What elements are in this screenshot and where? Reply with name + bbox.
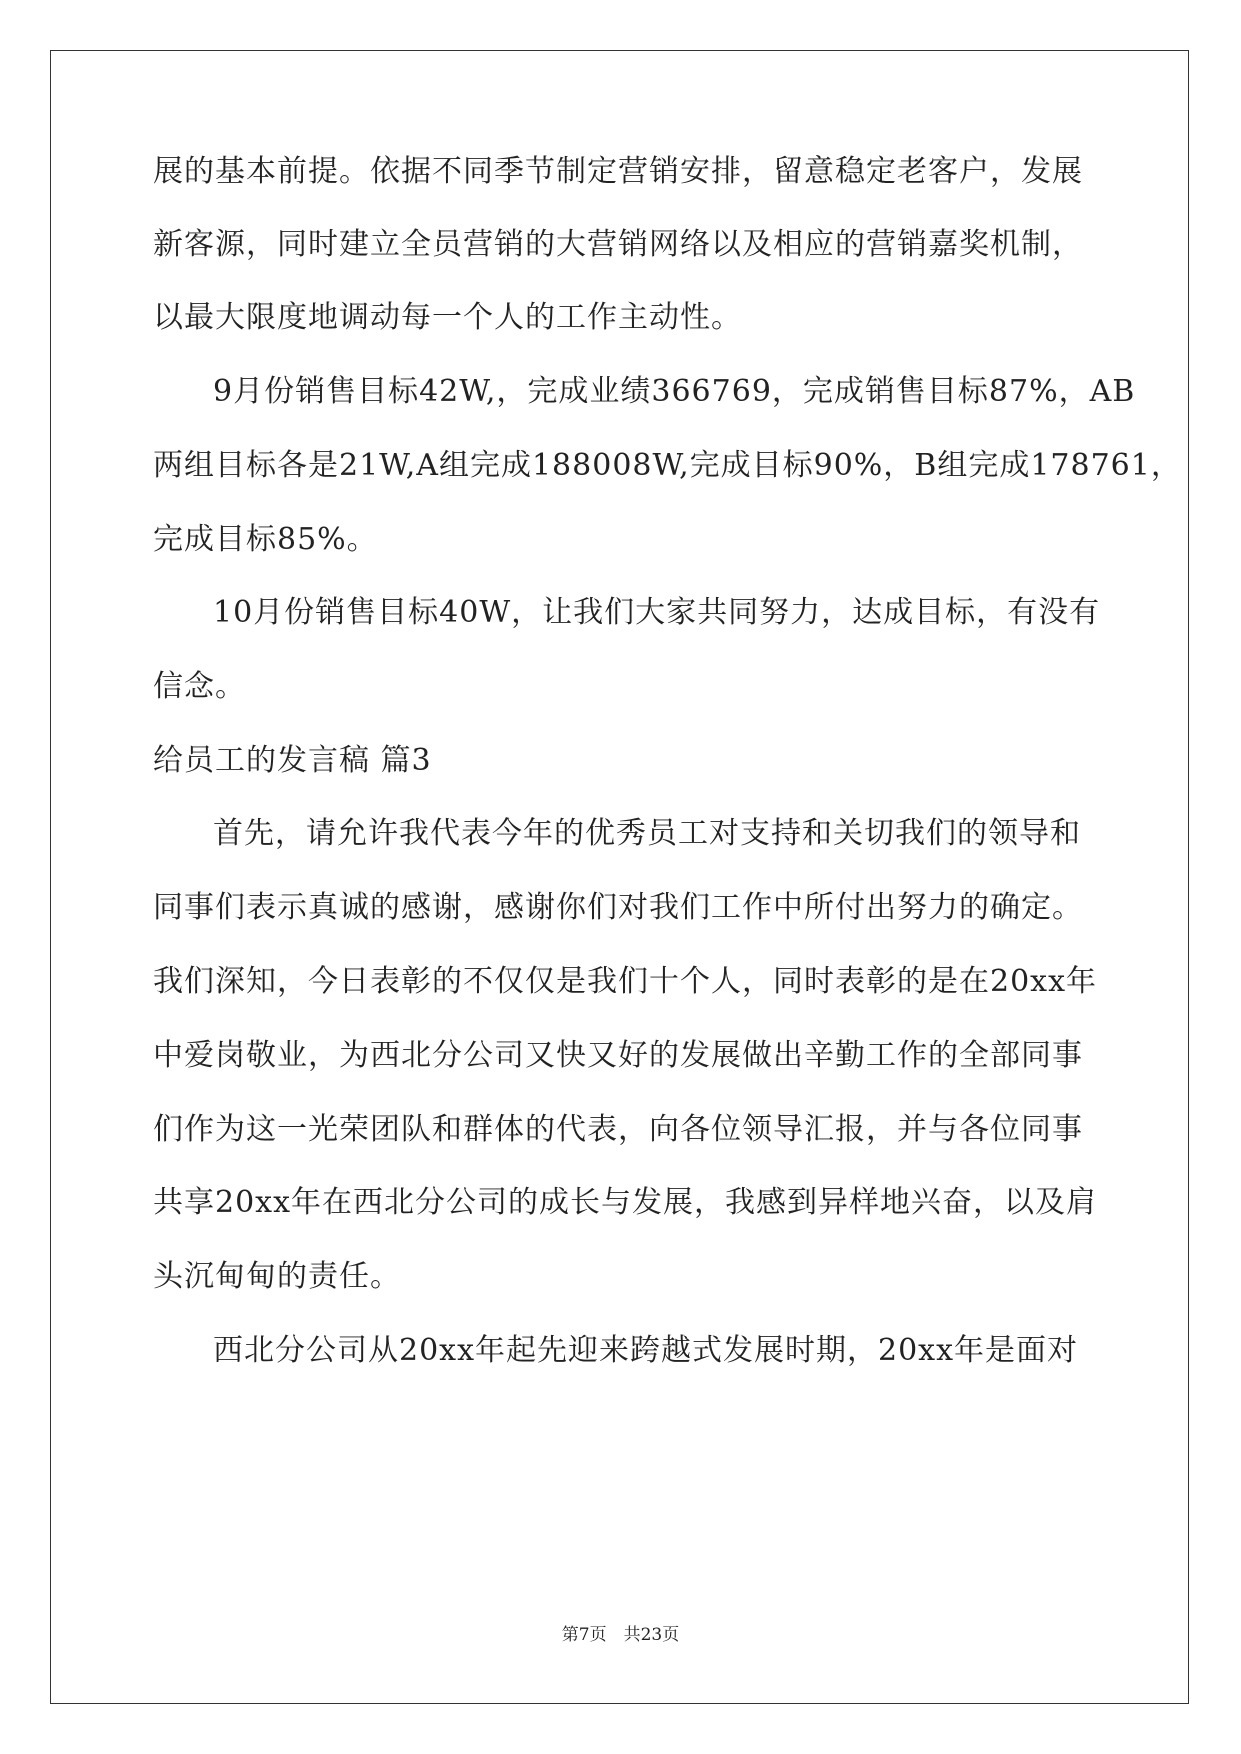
body-text-line: 9月份销售目标42W,，完成业绩366769，完成销售目标87%，AB	[213, 374, 1136, 409]
body-text-line: 同事们表示真诚的感谢，感谢你们对我们工作中所付出努力的确定。	[153, 890, 1083, 925]
body-text-line: 完成目标85%。	[153, 522, 378, 557]
body-text-line: 新客源，同时建立全员营销的大营销网络以及相应的营销嘉奖机制，	[153, 227, 1083, 262]
body-text-line: 们作为这一光荣团队和群体的代表，向各位领导汇报，并与各位同事	[153, 1112, 1083, 1147]
body-text-line: 我们深知，今日表彰的不仅仅是我们十个人，同时表彰的是在20xx年	[153, 964, 1098, 999]
body-text-line: 西北分公司从20xx年起先迎来跨越式发展时期，20xx年是面对	[213, 1333, 1079, 1368]
body-text-line: 中爱岗敬业，为西北分公司又快又好的发展做出辛勤工作的全部同事	[153, 1038, 1083, 1073]
section-heading: 给员工的发言稿 篇3	[153, 743, 432, 778]
body-text-line: 10月份销售目标40W，让我们大家共同努力，达成目标，有没有	[213, 595, 1101, 630]
body-text-line: 展的基本前提。依据不同季节制定营销安排，留意稳定老客户，发展	[153, 154, 1083, 189]
body-text-line: 信念。	[153, 669, 246, 704]
body-text-line: 以最大限度地调动每一个人的工作主动性。	[153, 300, 742, 335]
body-text-line: 头沉甸甸的责任。	[153, 1259, 401, 1294]
page-number-footer: 第7页 共23页	[561, 1625, 680, 1645]
body-text-line: 共享20xx年在西北分公司的成长与发展，我感到异样地兴奋，以及肩	[153, 1185, 1098, 1220]
body-text-line: 两组目标各是21W,A组完成188008W,完成目标90%，B组完成178761，	[153, 448, 1182, 483]
body-text-line: 首先，请允许我代表今年的优秀员工对支持和关切我们的领导和	[213, 816, 1081, 851]
